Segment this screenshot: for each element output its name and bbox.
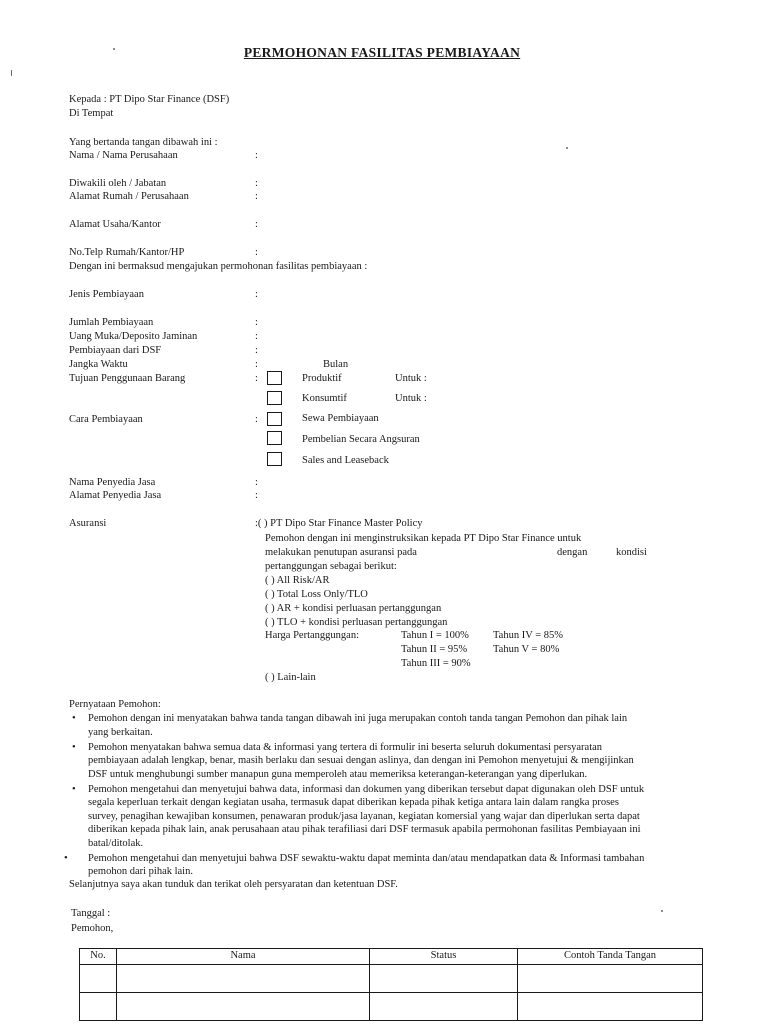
- option-produktif-purpose: Untuk :: [395, 373, 427, 384]
- field-colon: :: [255, 373, 258, 384]
- field-label-dsf-financing: Pembiayaan dari DSF: [69, 345, 162, 356]
- bullet-icon: •: [64, 852, 68, 864]
- table-header-row: [80, 949, 703, 965]
- checkbox-produktif[interactable]: [267, 371, 282, 385]
- field-label-name: Nama / Nama Perusahaan: [69, 150, 178, 161]
- statement-item: [72, 783, 702, 851]
- field-label-phone: No.Telp Rumah/Kantor/HP: [69, 247, 185, 258]
- insurance-master-policy: :( ) PT Dipo Star Finance Master Policy: [255, 518, 423, 529]
- form-title: PERMOHONAN FASILITAS PEMBIAYAAN: [243, 45, 521, 60]
- table-cell[interactable]: [80, 965, 117, 993]
- column-header-no: No.: [80, 949, 117, 965]
- date-label: Tanggal :: [71, 908, 111, 919]
- statement-line: pemohon dari pihak lain.: [88, 866, 193, 877]
- insurance-instruction-line-3: pertanggungan sebagai berikut:: [265, 561, 397, 572]
- field-colon: :: [255, 150, 258, 161]
- field-label-payment-method: Cara Pembiayaan: [69, 414, 143, 425]
- option-produktif: Produktif: [302, 373, 342, 384]
- checkbox-sales-leaseback[interactable]: [267, 452, 282, 466]
- statement-heading: Pernyataan Pemohon:: [69, 699, 161, 710]
- column-header-signature: Contoh Tanda Tangan: [518, 949, 703, 965]
- signature-table: [79, 948, 703, 1021]
- table-cell[interactable]: [80, 993, 117, 1021]
- field-colon: :: [255, 345, 258, 356]
- statement-item: [64, 852, 702, 879]
- field-label-down-payment: Uang Muka/Deposito Jaminan: [69, 331, 198, 342]
- statement-line: Pemohon dengan ini menyatakan bahwa tanda tangan dibawah ini juga merupakan contoh tanda tangan Pemohon dan pihak lain: [88, 713, 628, 724]
- statement-list: [64, 712, 702, 880]
- coverage-year-4: Tahun IV = 85%: [493, 630, 564, 641]
- field-label-financing-type: Jenis Pembiayaan: [69, 289, 144, 300]
- field-colon: :: [255, 191, 258, 202]
- field-colon: :: [255, 477, 258, 488]
- statement-closing: Selanjutnya saya akan tunduk dan terikat oleh persyaratan dan ketentuan DSF.: [69, 879, 398, 890]
- insurance-option-all-risk: ( ) All Risk/AR: [265, 575, 330, 586]
- scan-speck: [566, 147, 568, 149]
- statement-line: diberikan kepada pihak lain, anak perusahaan atau pihak terafiliasi dari DSF termasuk apabila permohonan fasilitas Pembiayaan ini: [88, 824, 641, 835]
- table-cell[interactable]: [117, 993, 370, 1021]
- field-colon: :: [255, 414, 258, 425]
- field-label-provider-name: Nama Penyedia Jasa: [69, 477, 156, 488]
- intro-text: Yang bertanda tangan dibawah ini :: [69, 137, 218, 148]
- statement-line: batal/ditolak.: [88, 837, 144, 849]
- column-header-nama: Nama: [117, 949, 370, 965]
- checkbox-sewa-pembiayaan[interactable]: [267, 412, 282, 426]
- table-row: [80, 993, 703, 1021]
- bullet-icon: •: [72, 783, 76, 795]
- recipient-line: Kepada : PT Dipo Star Finance (DSF): [69, 94, 230, 105]
- coverage-year-2: Tahun II = 95%: [401, 644, 468, 655]
- insurance-option-tlo: ( ) Total Loss Only/TLO: [265, 589, 368, 600]
- field-colon: :: [255, 219, 258, 230]
- option-sewa-pembiayaan: Sewa Pembiayaan: [302, 413, 379, 424]
- insurance-instruction-line-1: Pemohon dengan ini menginstruksikan kepada PT Dipo Star Finance untuk: [265, 533, 582, 544]
- statement-line: yang berkaitan.: [88, 726, 153, 738]
- field-label-insurance: Asuransi: [69, 518, 107, 529]
- field-colon: :: [255, 331, 258, 342]
- statement-line: pembiayaan adalah lengkap, benar, masih berlaku dan sesuai dengan aslinya, dan dengan ini Pemohon menyetujui & mengijinkan: [88, 755, 634, 766]
- field-colon: :: [255, 317, 258, 328]
- table-cell[interactable]: [117, 965, 370, 993]
- term-unit-label: Bulan: [323, 359, 349, 370]
- field-colon: :: [255, 359, 258, 370]
- coverage-year-3: Tahun III = 90%: [401, 658, 471, 669]
- field-colon: :: [255, 490, 258, 501]
- table-cell[interactable]: [518, 993, 703, 1021]
- field-label-amount: Jumlah Pembiayaan: [69, 317, 154, 328]
- option-sales-leaseback: Sales and Leaseback: [302, 455, 389, 466]
- insurance-option-tlo-extended: ( ) TLO + kondisi perluasan pertanggungan: [265, 617, 448, 628]
- scan-speck: [11, 70, 12, 76]
- statement-line: Pemohon mengetahui dan menyetujui bahwa data, informasi dan dokumen yang diberikan tersebut dapat digunakan oleh DSF untuk: [88, 783, 645, 795]
- purpose-statement: Dengan ini bermaksud mengajukan permohonan fasilitas pembiayaan :: [69, 261, 368, 272]
- scan-speck: [661, 910, 663, 912]
- column-header-status: Status: [370, 949, 518, 965]
- field-colon: :: [255, 289, 258, 300]
- applicant-label: Pemohon,: [71, 923, 114, 934]
- insurance-instruction-tail-2: kondisi: [616, 547, 647, 558]
- statement-line: Pemohon menyatakan bahwa semua data & informasi yang tertera di formulir ini beserta seluruh dokumentasi persyaratan: [88, 741, 603, 753]
- insurance-instruction-tail-1: dengan: [557, 547, 588, 558]
- option-konsumtif-purpose: Untuk :: [395, 393, 427, 404]
- insurance-instruction-line-2: melakukan penutupan asuransi pada: [265, 547, 417, 558]
- option-konsumtif: Konsumtif: [302, 393, 347, 404]
- checkbox-pembelian-angsuran[interactable]: [267, 431, 282, 445]
- checkbox-konsumtif[interactable]: [267, 391, 282, 405]
- field-label-home-address: Alamat Rumah / Perusahaan: [69, 191, 189, 202]
- field-colon: :: [255, 247, 258, 258]
- insurance-option-ar-extended: ( ) AR + kondisi perluasan pertanggungan: [265, 603, 442, 614]
- field-label-provider-address: Alamat Penyedia Jasa: [69, 490, 162, 501]
- table-row: [80, 965, 703, 993]
- statement-item: [72, 741, 702, 782]
- field-colon: :: [255, 178, 258, 189]
- field-label-office-address: Alamat Usaha/Kantor: [69, 219, 161, 230]
- table-cell[interactable]: [518, 965, 703, 993]
- table-cell[interactable]: [370, 993, 518, 1021]
- statement-line: survey, penagihan kewajiban konsumen, penawaran produk/jasa layanan, kegiatan komersial yang wajar dan diperlukan serta dapat: [88, 810, 640, 822]
- recipient-place: Di Tempat: [69, 108, 114, 119]
- scan-speck: [113, 48, 115, 50]
- coverage-year-5: Tahun V = 80%: [493, 644, 560, 655]
- insurance-option-other: ( ) Lain-lain: [265, 672, 316, 683]
- statement-line: Pemohon mengetahui dan menyetujui bahwa DSF sewaktu-waktu dapat meminta dan/atau mendapatkan data & Informasi tambahan: [88, 852, 645, 864]
- bullet-icon: •: [72, 741, 76, 753]
- field-label-representative: Diwakili oleh / Jabatan: [69, 178, 167, 189]
- table-cell[interactable]: [370, 965, 518, 993]
- statement-line: DSF untuk menghubungi sumber manapun guna memperoleh atau memeriksa keterangan-keterangan yang diperlukan.: [88, 768, 588, 780]
- coverage-year-1: Tahun I = 100%: [401, 630, 469, 641]
- coverage-price-label: Harga Pertanggungan:: [265, 630, 359, 641]
- statement-line: segala keperluan terkait dengan kegiatan usaha, termasuk dapat diberikan kepada pihak ketiga antara lain dalam rangka proses: [88, 797, 619, 808]
- field-label-term: Jangka Waktu: [69, 359, 128, 370]
- field-label-usage-purpose: Tujuan Penggunaan Barang: [69, 373, 186, 384]
- bullet-icon: •: [72, 713, 76, 724]
- statement-item: [72, 712, 702, 739]
- option-pembelian-angsuran: Pembelian Secara Angsuran: [302, 434, 420, 445]
